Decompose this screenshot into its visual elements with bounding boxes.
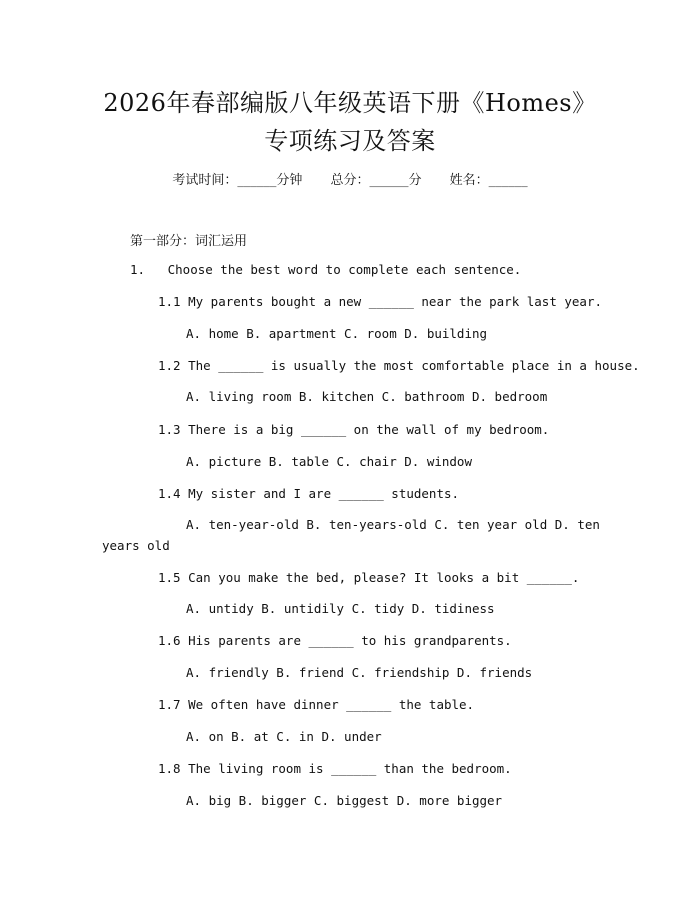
section-heading: 第一部分：词汇运用 xyxy=(130,234,248,249)
exam-name: 姓名：______ xyxy=(449,173,528,188)
question-1-4: 1.4 My sister and I are ______ students. xyxy=(158,486,460,501)
exam-time: 考试时间：______分钟 xyxy=(172,173,303,188)
options-1-6: A. friendly B. friend C. friendship D. friends xyxy=(186,665,533,680)
options-1-4: A. ten-year-old B. ten-years-old C. ten year old D. ten xyxy=(186,517,600,532)
question-1-8: 1.8 The living room is ______ than the bedroom. xyxy=(158,761,512,776)
options-1-2: A. living room B. kitchen C. bathroom D. bedroom xyxy=(186,389,548,404)
question-1-5: 1.5 Can you make the bed, please? It looks a bit ______. xyxy=(158,570,580,585)
title-line-2: 专项练习及答案 xyxy=(264,127,436,155)
question-1-6: 1.6 His parents are ______ to his grandparents. xyxy=(158,633,512,648)
exam-score: 总分：______分 xyxy=(330,173,422,188)
question-1-7: 1.7 We often have dinner ______ the table. xyxy=(158,697,475,712)
question-instruction: 1. Choose the best word to complete each sentence. xyxy=(130,262,522,277)
options-1-5: A. untidy B. untidily C. tidy D. tidiness xyxy=(186,601,495,616)
title-line-1: 2026年春部编版八年级英语下册《Homes》 xyxy=(103,89,597,117)
options-1-4-wrap: years old xyxy=(102,538,170,553)
question-1-3: 1.3 There is a big ______ on the wall of my bedroom. xyxy=(158,422,550,437)
options-1-8: A. big B. bigger C. biggest D. more bigger xyxy=(186,793,503,808)
options-1-7: A. on B. at C. in D. under xyxy=(186,729,382,744)
exam-meta xyxy=(0,169,700,188)
options-1-3: A. picture B. table C. chair D. window xyxy=(186,454,472,469)
question-1-1: 1.1 My parents bought a new ______ near the park last year. xyxy=(158,294,603,309)
options-1-1: A. home B. apartment C. room D. building xyxy=(186,326,488,341)
question-1-2: 1.2 The ______ is usually the most comfortable place in a house. xyxy=(158,358,640,373)
